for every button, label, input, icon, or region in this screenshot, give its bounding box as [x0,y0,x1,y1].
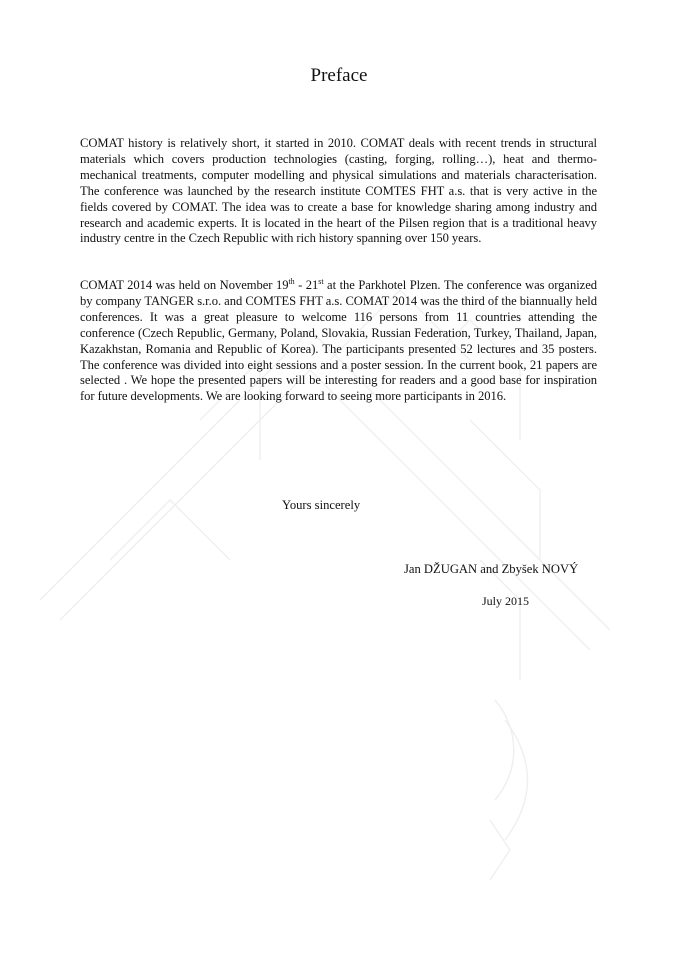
paragraph-2-text-start: COMAT 2014 was held on November 19 [80,278,289,292]
preface-paragraph-1: COMAT history is relatively short, it started in 2010. COMAT deals with recent trends in structural materials which covers production technologies (casting, forging, rolling…), heat and thermo-mechanical treatments, computer modelling and physical simulations and materials characterisation. The conference was launched by the research institute COMTES FHT a.s. that is very active in the fields covered by COMAT. The idea was to create a base for knowledge sharing among industry and research and academic experts. It is located in the heart of the Pilsen region that is a traditional heavy industry centre in the Czech Republic with rich history spanning over 150 years. [80,136,597,246]
paragraph-2-date-range: - 21 [294,278,319,292]
preface-paragraph-2 [80,278,597,405]
document-date: July 2015 [482,594,530,608]
ordinal-suffix-th: th [288,276,295,286]
page-title: Preface [310,65,368,86]
closing-salutation: Yours sincerely [282,498,361,512]
signature-names: Jan DŽUGAN and Zbyšek NOVÝ [404,562,579,576]
ordinal-suffix-st: st [318,276,324,286]
paragraph-2-text-rest: at the Parkhotel Plzen. The conference was organized by company TANGER s.r.o. and COMTES FHT a.s. COMAT 2014 was the third of the biannually held conferences. It was a great pleasure to welcome 116 persons from 11 countries attending the conference (Czech Republic, Germany, Poland, Slovakia, Russian Federation, Turkey, Thailand, Japan, Kazakhstan, Romania and Republic of Korea). The participants presented 52 lectures and 35 posters. The conference was divided into eight sessions and a poster session. In the current book, 21 papers are selected . We hope the presented papers will be interesting for readers and a good base for inspiration for future developments. We are looking forward to seeing more participants in 2016. [80,278,597,404]
